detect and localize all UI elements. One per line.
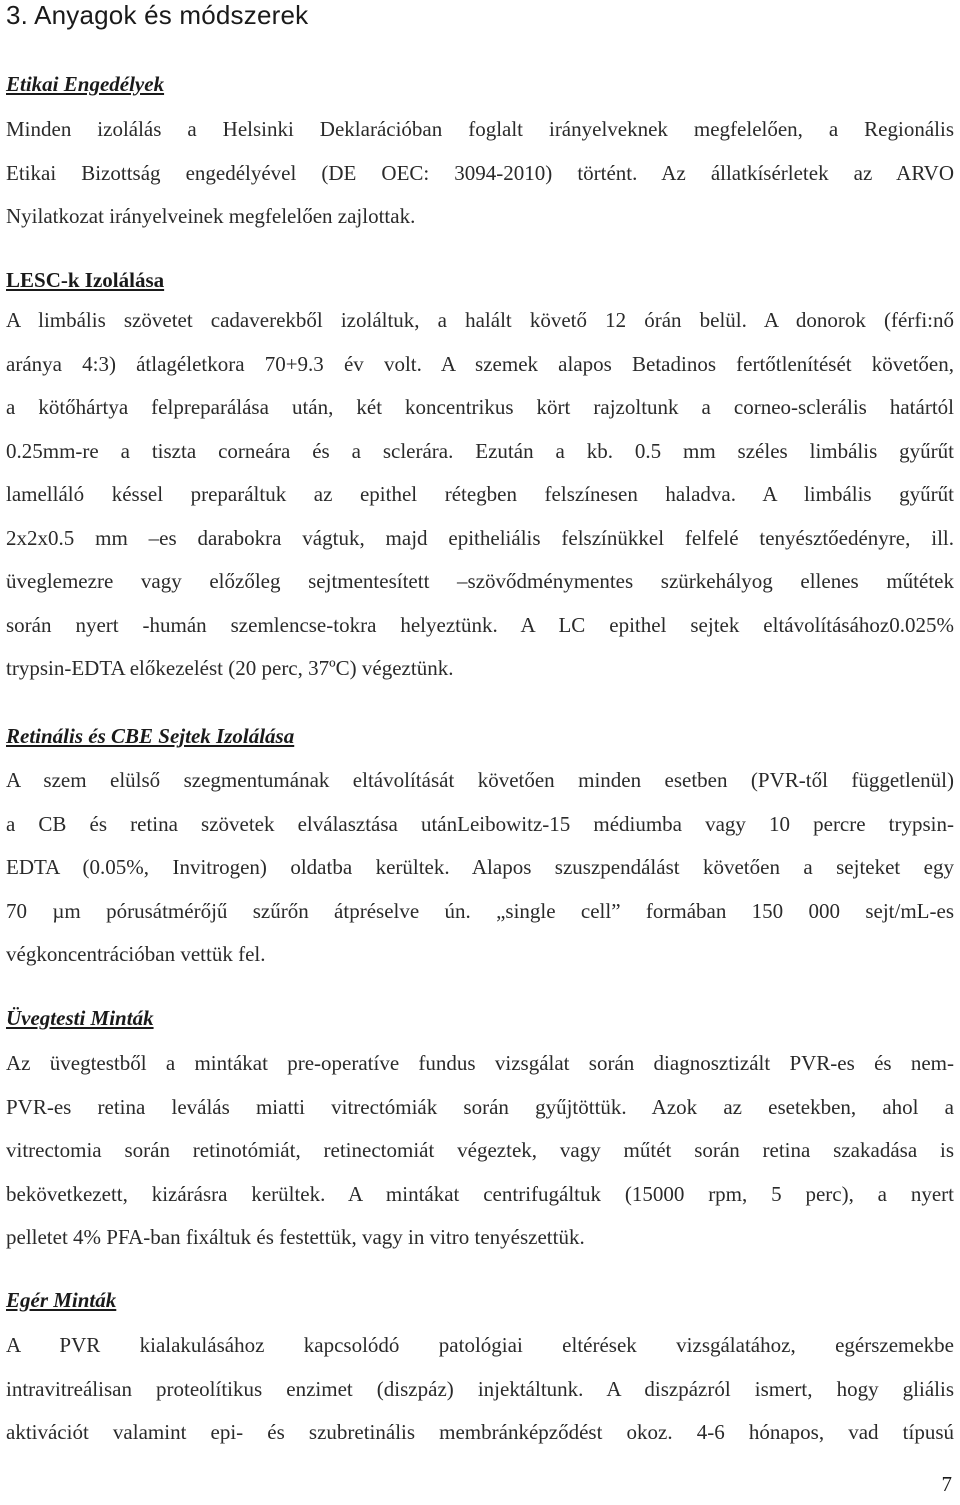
text-line: lamelláló késsel preparáltuk az epithel rétegben felszínesen haladva. A limbális gyűrűt (6, 482, 954, 506)
text-line: vitrectomia során retinotómiát, retinectomiát végeztek, vagy műtét során retina szakadása is (6, 1138, 954, 1162)
text-line: trypsin-EDTA előkezelést (20 perc, 37ºC) végeztünk. (6, 656, 454, 680)
page-number: 7 (941, 1472, 952, 1496)
text-line: A szem elülső szegmentumának eltávolítását követően minden esetben (PVR-től függetlenül) (6, 768, 954, 792)
paragraph-mouse (6, 1324, 954, 1455)
text-line: a kötőhártya felpreparálása után, két koncentrikus kört rajzoltunk a corneo-sclerális határtól (6, 395, 954, 419)
paragraph-vitreous (6, 1042, 954, 1260)
section-title-mouse: Egér Minták (6, 1288, 117, 1312)
text-line: 70 µm pórusátmérőjű szűrőn átpréselve ún. „single cell” formában 150 000 sejt/mL-es (6, 898, 954, 923)
text-line: pelletet 4% PFA-ban fixáltuk és festettük, vagy in vitro tenyészettük. (6, 1225, 585, 1249)
text-line: Minden izolálás a Helsinki Deklarációban foglalt irányelveknek megfelelően, a Regionális (6, 117, 954, 141)
text-line: aránya 4:3) átlagéletkora 70+9.3 év volt. A szemek alapos Betadinos fertőtlenítését követően, (6, 351, 954, 376)
text-line: PVR-es retina leválás miatti vitrectómiák során gyűjtöttük. Azok az esetekben, ahol a (6, 1094, 954, 1119)
section-title-ethics: Etikai Engedélyek (6, 72, 165, 96)
text-line: intravitreálisan proteolítikus enzimet (diszpáz) injektáltunk. A diszpázról ismert, hogy gliális (6, 1376, 954, 1401)
text-line: 0.25mm-re a tiszta corneára és a sclerára. Ezután a kb. 0.5 mm széles limbális gyűrűt (6, 438, 954, 463)
section-title-vitreous: Üvegtesti Minták (6, 1006, 154, 1030)
section-title-lesc: LESC-k Izolálása (6, 268, 165, 292)
text-line: végkoncentrációban vettük fel. (6, 942, 266, 966)
text-line: üveglemezre vagy előzőleg sejtmentesített –szövődménymentes szürkehályog ellenes műtétek (6, 569, 954, 593)
chapter-heading: 3. Anyagok és módszerek (6, 0, 309, 30)
text-line: A PVR kialakulásához kapcsolódó patológiai eltérések vizsgálatához, egérszemekbe (6, 1333, 954, 1357)
text-line: A limbális szövetet cadaverekből izoláltuk, a halált követő 12 órán belül. A donorok (férfi:nő (6, 308, 954, 332)
text-line: a CB és retina szövetek elválasztása utánLeibowitz-15 médiumba vagy 10 percre trypsin- (6, 811, 954, 836)
text-line: EDTA (0.05%, Invitrogen) oldatba kerültek. Alapos szuszpendálást követően a sejteket egy (6, 855, 954, 879)
paragraph-ethics (6, 108, 954, 239)
text-line: Az üvegtestből a mintákat pre-operatíve fundus vizsgálat során diagnosztizált PVR-es és nem- (6, 1051, 954, 1075)
section-title-retinal: Retinális és CBE Sejtek Izolálása (6, 724, 295, 748)
paragraph-lesc (6, 299, 954, 691)
paragraph-retinal (6, 759, 954, 977)
text-line: bekövetkezett, kizárásra kerültek. A mintákat centrifugáltuk (15000 rpm, 5 perc), a nyert (6, 1181, 954, 1206)
text-line: Etikai Bizottság engedélyével (DE OEC: 3094-2010) történt. Az állatkísérletek az ARVO (6, 160, 954, 185)
text-line: Nyilatkozat irányelveinek megfelelően zajlottak. (6, 204, 416, 228)
text-line: aktivációt valamint epi- és szubretinális membránképződést okoz. 4-6 hónapos, vad típusú (6, 1420, 954, 1444)
text-line: során nyert -humán szemlencse-tokra helyeztünk. A LC epithel sejtek eltávolításához0.025% (6, 612, 954, 637)
text-line: 2x2x0.5 mm –es darabokra vágtuk, majd epitheliális felszínükkel felfelé tenyésztőedényre, ill. (6, 525, 954, 550)
